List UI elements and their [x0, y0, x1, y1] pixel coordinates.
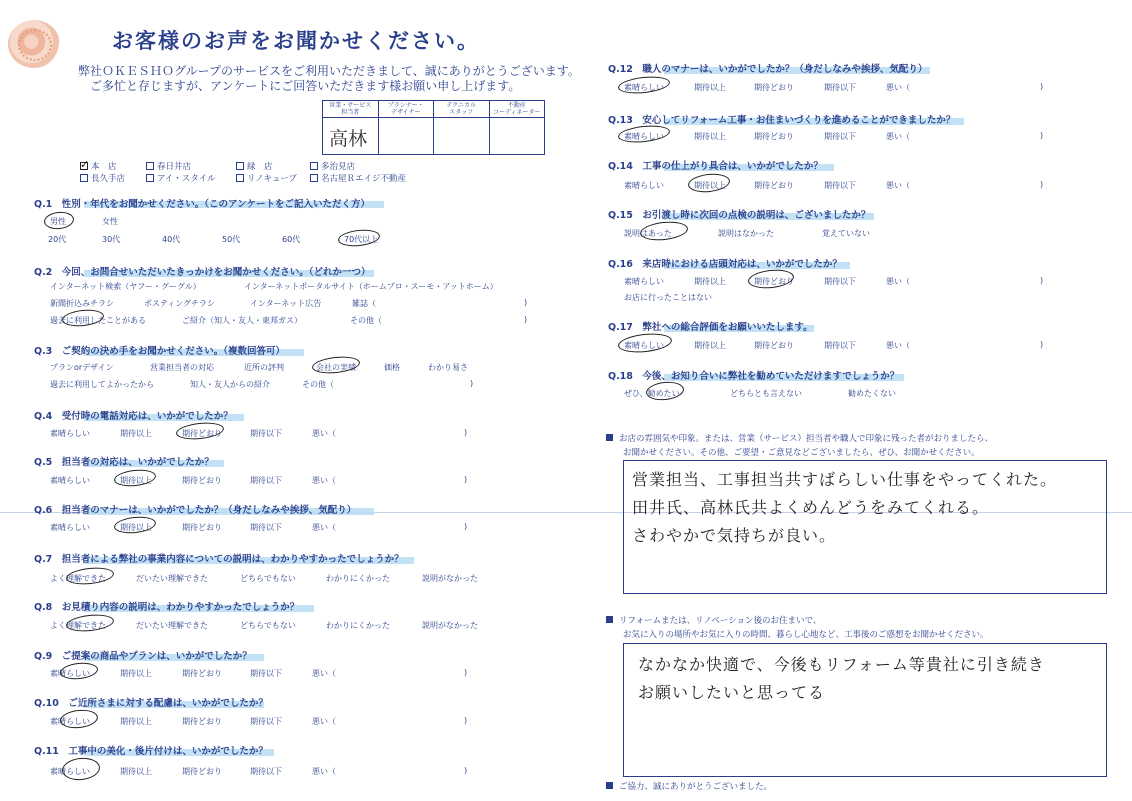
staff-value-planner[interactable]	[379, 118, 434, 154]
handwritten-line: 田井氏、高林氏共よくめんどうをみてくれる。	[632, 498, 990, 517]
question-title: Q.17 弊社への総合評価をお願いいたします。	[608, 322, 813, 333]
answer-option[interactable]: インターネット広告	[250, 299, 322, 308]
answer-option[interactable]: 素晴らしい	[624, 277, 664, 286]
answer-option[interactable]: 素晴らしい	[50, 523, 90, 532]
answer-option[interactable]: 期待どおり	[182, 476, 222, 485]
answer-option[interactable]: 期待どおり	[754, 132, 794, 141]
question-title: Q.4 受付時の電話対応は、いかがでしたか？	[34, 411, 233, 422]
checkbox-icon	[236, 162, 244, 170]
answer-option[interactable]: 素晴らしい	[624, 341, 664, 350]
answer-option[interactable]: 期待以上	[120, 476, 152, 485]
comment-prompt-2: お聞かせください。その他、ご要望・ご意見などございましたら、ぜひ、お聞かせください。	[623, 448, 980, 458]
answer-option[interactable]: 期待以上	[694, 83, 726, 92]
answer-option[interactable]: その他（	[350, 316, 382, 325]
answer-circle-mark	[617, 331, 673, 355]
answer-option[interactable]: ポスティングチラシ	[144, 299, 216, 308]
question-title: Q.12 職人のマナーは、いかがでしたか？（身だしなみや挨拶、気配り）	[608, 64, 928, 75]
staff-value-technical[interactable]	[434, 118, 489, 154]
handwritten-line: さわやかで気持ちが良い。	[632, 526, 837, 545]
paren-close: )	[524, 315, 528, 324]
answer-option[interactable]: プランorデザイン	[50, 363, 114, 372]
store-option[interactable]: 長久手店	[80, 172, 125, 184]
staff-col-planner	[379, 101, 435, 154]
answer-option[interactable]: 期待どおり	[754, 83, 794, 92]
answer-option[interactable]: 会社の実績	[316, 363, 356, 372]
question-title: Q.1 性別・年代をお聞かせください。（このアンケートをご記入いただく方）	[34, 199, 370, 210]
answer-option[interactable]: 雑誌（	[352, 299, 376, 308]
answer-option[interactable]: 期待以上	[120, 429, 152, 438]
square-bullet-icon	[606, 616, 613, 623]
answer-option[interactable]: 説明はなかった	[718, 229, 774, 238]
answer-option[interactable]: 営業担当者の対応	[150, 363, 214, 372]
answer-option[interactable]: 悪い（	[312, 429, 336, 438]
answer-option[interactable]: ご紹介（知人・友人・東邦ガス）	[182, 316, 302, 325]
answer-option[interactable]: わかりにくかった	[326, 574, 390, 583]
answer-option[interactable]: 過去に利用したことがある	[50, 316, 146, 325]
answer-option[interactable]: 悪い（	[312, 476, 336, 485]
answer-option[interactable]: インターネット検索（ヤフー・グーグル）	[50, 282, 201, 291]
answer-option[interactable]: 素晴らしい	[50, 669, 90, 678]
answer-option[interactable]: 悪い（	[312, 523, 336, 532]
answer-circle-mark	[59, 661, 98, 681]
answer-option[interactable]: 勧めたくない	[848, 389, 896, 398]
answer-option[interactable]: よく理解できた	[50, 574, 106, 583]
store-option[interactable]: アイ・スタイル	[146, 172, 216, 184]
answer-option[interactable]: 60代	[282, 235, 301, 244]
answer-option[interactable]: 期待どおり	[182, 717, 222, 726]
paren-close: )	[464, 522, 468, 531]
comment-box-impressions[interactable]	[623, 460, 1107, 594]
answer-option[interactable]: 期待どおり	[754, 181, 794, 190]
paren-close: )	[470, 379, 474, 388]
square-bullet-icon	[606, 782, 613, 789]
staff-header: テクニカル スタッフ	[434, 101, 489, 118]
answer-option[interactable]: 期待以下	[824, 277, 856, 286]
answer-option[interactable]: 価格	[384, 363, 400, 372]
answer-option[interactable]: 期待以下	[250, 669, 282, 678]
answer-option[interactable]: 70代以上	[344, 235, 379, 244]
store-option[interactable]: ✓ 本 店	[80, 158, 117, 172]
comment-prompt-4: お気に入りの場所やお気に入りの時間、暮らし心地など、工事後のご感想をお聞かせください。	[623, 630, 989, 640]
answer-option[interactable]: 期待どおり	[754, 341, 794, 350]
footer-thanks: ご協力、誠にありがとうございました。	[606, 780, 772, 792]
answer-circle-mark	[43, 210, 75, 230]
store-option[interactable]: 春日井店	[146, 160, 191, 172]
store-option[interactable]: 名古屋Ｒエイジ不動産	[310, 172, 406, 184]
answer-option[interactable]: 近所の評判	[244, 363, 284, 372]
intro-line-1: 弊社ＯＫＥＳＨＯグループのサービスをご利用いただきまして、誠にありがとうございます。	[78, 64, 580, 78]
answer-option[interactable]: インターネットポータルサイト（ホームプロ・スーモ・アットホーム）	[244, 282, 498, 291]
company-seal-logo	[8, 20, 60, 68]
checkbox-icon	[80, 174, 88, 182]
staff-col-realestate	[490, 101, 545, 154]
answer-circle-mark	[59, 708, 99, 730]
answer-option[interactable]: 悪い（	[886, 181, 910, 190]
store-option[interactable]: 多治見店	[310, 160, 355, 172]
answer-option[interactable]: わかり易さ	[428, 363, 468, 372]
staff-header: プランナー・ デザイナー	[379, 101, 434, 118]
answer-option[interactable]: 期待以下	[824, 181, 856, 190]
checkbox-checked-icon: ✓	[80, 158, 90, 171]
answer-option[interactable]: 知人・友人からの紹介	[190, 380, 270, 389]
answer-option[interactable]: 覚えていない	[822, 229, 870, 238]
question-title: Q.10 ご近所さまに対する配慮は、いかがでしたか？	[34, 698, 268, 709]
comment-prompt-3: リフォームまたは、リノベーション後のお住まいで、	[606, 614, 821, 626]
staff-value-sales[interactable]: 高林	[329, 128, 368, 150]
answer-option[interactable]: 悪い（	[886, 341, 910, 350]
staff-col-sales	[323, 101, 379, 154]
answer-option[interactable]: その他（	[302, 380, 334, 389]
answer-option[interactable]: 悪い（	[312, 717, 336, 726]
answer-option[interactable]: どちらとも言えない	[730, 389, 802, 398]
answer-option[interactable]: 新聞折込みチラシ	[50, 299, 114, 308]
answer-option[interactable]: 期待以上	[694, 181, 726, 190]
answer-option[interactable]: 過去に利用してよかったから	[50, 380, 154, 389]
answer-option[interactable]: 50代	[222, 235, 241, 244]
paren-close: )	[464, 668, 468, 677]
checkbox-icon	[310, 162, 318, 170]
store-option[interactable]: リノキューブ	[236, 172, 297, 184]
answer-option[interactable]: 悪い（	[312, 669, 336, 678]
answer-option[interactable]: 期待以上	[694, 277, 726, 286]
answer-option[interactable]: 期待どおり	[182, 429, 222, 438]
answer-option[interactable]: 説明がなかった	[422, 574, 478, 583]
answer-option[interactable]: 素晴らしい	[624, 83, 664, 92]
answer-option[interactable]: 期待以上	[694, 341, 726, 350]
answer-option[interactable]: 期待以上	[120, 669, 152, 678]
answer-option[interactable]: 素晴らしい	[50, 717, 90, 726]
handwritten-line: お願いしたいと思ってる	[638, 683, 826, 702]
store-option[interactable]: 緑 店	[236, 160, 273, 172]
staff-header: 不動産 コーディネーター	[490, 101, 545, 118]
answer-option[interactable]: よく理解できた	[50, 621, 106, 630]
answer-circle-mark	[65, 566, 114, 587]
answer-option[interactable]: 悪い（	[886, 83, 910, 92]
checkbox-icon	[146, 162, 154, 170]
question-title: Q.2 今回、お問合せいただいたきっかけをお聞かせください。（どれか一つ）	[34, 267, 371, 278]
question-title: Q.11 工事中の美化・後片付けは、いかがでしたか？	[34, 746, 268, 757]
handwritten-line: 営業担当、工事担当共すばらしい仕事をやってくれた。	[632, 470, 1058, 489]
answer-circle-mark	[65, 613, 114, 634]
answer-option[interactable]: 期待以下	[250, 523, 282, 532]
answer-option[interactable]: 期待以下	[250, 767, 282, 776]
staff-col-technical	[434, 101, 490, 154]
answer-option[interactable]: だいたい理解できた	[136, 574, 208, 583]
question-title: Q.13 安心してリフォーム工事・お住まいづくりを進めることができましたか？	[608, 115, 956, 126]
question-title: Q.7 担当者による弊社の事業内容についての説明は、わかりやすかったでしょうか？	[34, 554, 404, 565]
paren-close: )	[1040, 276, 1044, 285]
comment-box-after-renovation[interactable]	[623, 643, 1107, 777]
answer-option[interactable]: 素晴らしい	[50, 476, 90, 485]
answer-option[interactable]: 30代	[102, 235, 121, 244]
answer-option[interactable]: 説明はあった	[624, 229, 672, 238]
answer-option[interactable]: 期待以下	[824, 132, 856, 141]
answer-option[interactable]: 素晴らしい	[50, 429, 90, 438]
answer-option[interactable]: ぜひ、勧めたい	[624, 389, 680, 398]
answer-option[interactable]: 期待以下	[250, 717, 282, 726]
question-title: Q.18 今後、お知り合いに弊社を勧めていただけますでしょうか？	[608, 371, 900, 382]
answer-option[interactable]: 期待以下	[824, 83, 856, 92]
paren-close: )	[524, 298, 528, 307]
answer-circle-mark	[639, 220, 689, 243]
staff-table	[322, 100, 545, 155]
question-title: Q.15 お引渡し時に次回の点検の説明は、ございましたか？	[608, 210, 871, 221]
answer-option[interactable]: 素晴らしい	[624, 132, 664, 141]
answer-option[interactable]: 期待どおり	[182, 767, 222, 776]
question-title: Q.9 ご提案の商品やプランは、いかがでしたか？	[34, 651, 252, 662]
handwritten-line: なかなか快適で、今後もリフォーム等貴社に引き続き	[638, 655, 1045, 674]
intro-line-2: ご多忙と存じますが、アンケートにご回答いただきます様お願い申し上げます。	[90, 79, 521, 93]
paren-close: )	[464, 475, 468, 484]
answer-option[interactable]: 説明がなかった	[422, 621, 478, 630]
answer-option[interactable]: 期待以上	[694, 132, 726, 141]
answer-option[interactable]: 期待以上	[120, 523, 152, 532]
answer-option[interactable]: 期待どおり	[754, 277, 794, 286]
answer-option[interactable]: どちらでもない	[240, 574, 296, 583]
answer-option[interactable]: 期待以下	[250, 476, 282, 485]
checkbox-icon	[236, 174, 244, 182]
answer-option[interactable]: 期待以上	[120, 717, 152, 726]
answer-option[interactable]: どちらでもない	[240, 621, 296, 630]
paren-close: )	[1040, 340, 1044, 349]
answer-circle-mark	[61, 756, 101, 782]
staff-header: 営業・サービス 担当者	[323, 101, 378, 118]
answer-option[interactable]: 期待どおり	[182, 523, 222, 532]
question-title: Q.14 工事の仕上がり具合は、いかがでしたか？	[608, 161, 823, 172]
paren-close: )	[464, 428, 468, 437]
paren-close: )	[1040, 180, 1044, 189]
question-title: Q.16 来店時における店頭対応は、いかがでしたか？	[608, 259, 842, 270]
answer-option[interactable]: 男性	[50, 217, 66, 226]
checkbox-icon	[146, 174, 154, 182]
answer-option[interactable]: わかりにくかった	[326, 621, 390, 630]
question-title: Q.5 担当者の対応は、いかがでしたか？	[34, 457, 214, 468]
answer-option[interactable]: 期待以上	[120, 767, 152, 776]
question-title: Q.8 お見積り内容の説明は、わかりやすかったでしょうか？	[34, 602, 300, 613]
square-bullet-icon	[606, 434, 613, 441]
answer-option[interactable]: 素晴らしい	[50, 767, 90, 776]
answer-option[interactable]: 40代	[162, 235, 181, 244]
answer-option[interactable]: 期待以下	[250, 429, 282, 438]
answer-option[interactable]: 20代	[48, 235, 67, 244]
answer-option[interactable]: 女性	[102, 217, 118, 226]
paren-close: )	[1040, 131, 1044, 140]
answer-option[interactable]: 期待以下	[824, 341, 856, 350]
answer-option[interactable]: 期待どおり	[182, 669, 222, 678]
answer-option[interactable]: 悪い（	[886, 132, 910, 141]
question-title: Q.3 ご契約の決め手をお聞かせください。（複数回答可）	[34, 346, 286, 357]
question-title: Q.6 担当者のマナーは、いかがでしたか？（身だしなみや挨拶、気配り）	[34, 505, 357, 516]
page-title: お客様のお声をお聞かせください。	[112, 29, 480, 53]
answer-option[interactable]: お店に行ったことはない	[624, 293, 712, 302]
staff-value-realestate[interactable]	[490, 118, 545, 154]
answer-option[interactable]: 素晴らしい	[624, 181, 664, 190]
answer-option[interactable]: だいたい理解できた	[136, 621, 208, 630]
answer-circle-mark	[337, 228, 380, 248]
paren-close: )	[1040, 82, 1044, 91]
answer-option[interactable]: 悪い（	[312, 767, 336, 776]
answer-option[interactable]: 悪い（	[886, 277, 910, 286]
checkbox-icon	[310, 174, 318, 182]
paren-close: )	[464, 716, 468, 725]
comment-prompt-1: お店の雰囲気や印象。または、営業（サービス）担当者や職人で印象に残った者がおりましたら、	[606, 432, 993, 444]
paren-close: )	[464, 766, 468, 775]
